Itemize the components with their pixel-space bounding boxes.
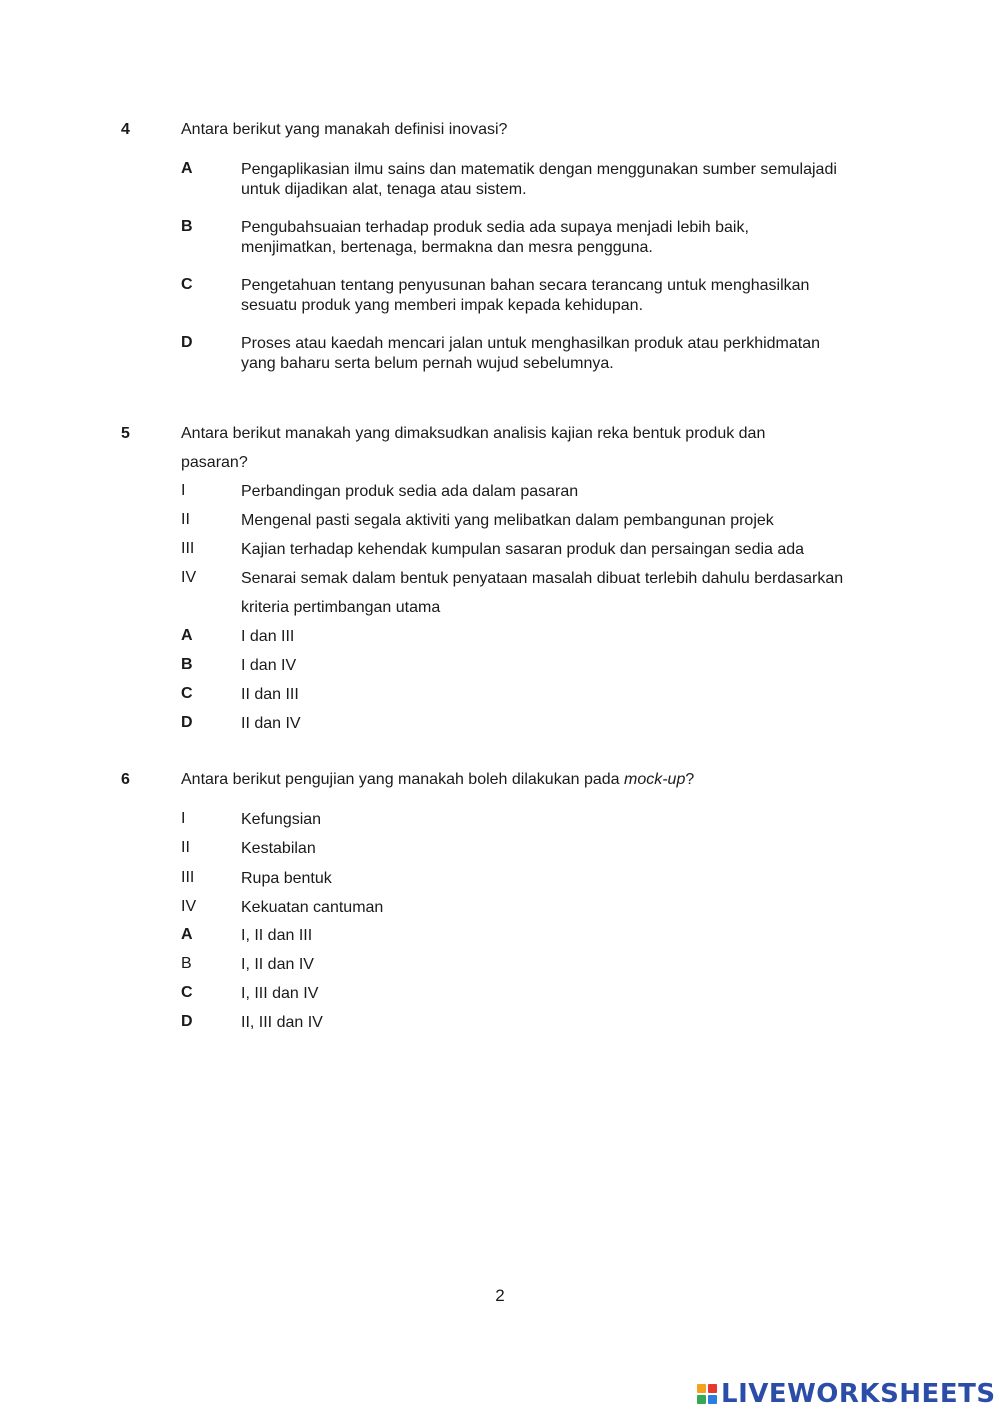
question-6-number: 6 <box>121 771 130 788</box>
page-number: 2 <box>495 1286 505 1305</box>
q4-option-c-line2: sesuatu produk yang memberi impak kepada kehidupan. <box>241 297 644 314</box>
q6-statement-1-label: I <box>181 810 186 827</box>
question-5-line2: pasaran? <box>181 454 248 471</box>
q6-statement-2: Kestabilan <box>241 840 316 857</box>
q4-option-a-label: A <box>181 160 193 177</box>
q5-statement-3: Kajian terhadap kehendak kumpulan sasaran produk dan persaingan sedia ada <box>241 541 805 558</box>
q4-option-c-label: C <box>181 276 193 293</box>
logo-block-3 <box>697 1395 706 1404</box>
q6-option-d-label: D <box>181 1013 193 1030</box>
q5-option-d: II dan IV <box>241 715 301 732</box>
q6-option-c-label: C <box>181 984 193 1001</box>
logo-block-1 <box>697 1384 706 1393</box>
logo-text: LIVEWORKSHEETS <box>721 1379 996 1409</box>
question-4-text: Antara berikut yang manakah definisi inovasi? <box>181 121 508 138</box>
logo-block-2 <box>708 1384 717 1393</box>
q6-option-a: I, II dan III <box>241 927 313 944</box>
q4-option-a <box>241 160 891 200</box>
q5-option-a-label: A <box>181 627 193 644</box>
q5-statement-2: Mengenal pasti segala aktiviti yang melibatkan dalam pembangunan projek <box>241 512 774 529</box>
q6-option-c: I, III dan IV <box>241 985 319 1002</box>
question-5-number: 5 <box>121 425 130 442</box>
q4-option-a-line1: Pengaplikasian ilmu sains dan matematik dengan menggunakan sumber semulajadi <box>241 161 837 178</box>
question-6-italic: mock-up <box>623 771 686 788</box>
q4-option-c-line1: Pengetahuan tentang penyusunan bahan secara terancang untuk menghasilkan <box>241 277 810 294</box>
question-4-number: 4 <box>121 121 130 138</box>
q4-option-b-line2: menjimatkan, bertenaga, bermakna dan mesra pengguna. <box>241 239 653 256</box>
q4-option-b-line1: Pengubahsuaian terhadap produk sedia ada supaya menjadi lebih baik, <box>241 219 749 236</box>
question-5-line1: Antara berikut manakah yang dimaksudkan analisis kajian reka bentuk produk dan <box>181 425 766 442</box>
q4-option-a-line2: untuk dijadikan alat, tenaga atau sistem. <box>241 181 527 198</box>
q6-statement-3-label: III <box>181 869 195 886</box>
q5-option-c: II dan III <box>241 686 299 703</box>
q5-option-d-label: D <box>181 714 193 731</box>
q5-statement-3-label: III <box>181 540 195 557</box>
q6-option-d: II, III dan IV <box>241 1014 323 1031</box>
q4-option-c <box>241 276 891 316</box>
question-5-text <box>181 419 881 477</box>
logo-block-4 <box>708 1395 717 1404</box>
q4-option-d <box>241 334 891 374</box>
question-6-post: ? <box>685 771 695 788</box>
q6-statement-1: Kefungsian <box>241 811 322 828</box>
q5-statement-1-label: I <box>181 482 186 499</box>
q4-option-d-line1: Proses atau kaedah mencari jalan untuk menghasilkan produk atau perkhidmatan <box>241 335 821 352</box>
q6-statement-4: Kekuatan cantuman <box>241 899 384 916</box>
question-6-text <box>181 771 881 789</box>
q6-statement-2-label: II <box>181 839 190 856</box>
q5-statement-4-cont: kriteria pertimbangan utama <box>241 599 441 616</box>
q5-option-c-label: C <box>181 685 193 702</box>
q6-option-b-label: B <box>181 955 192 972</box>
q6-statement-4-label: IV <box>181 898 197 915</box>
question-6-pre: Antara berikut pengujian yang manakah boleh dilakukan pada <box>181 771 624 788</box>
q5-statement-4: Senarai semak dalam bentuk penyataan masalah dibuat terlebih dahulu berdasarkan <box>241 570 844 587</box>
q5-statement-2-label: II <box>181 511 190 528</box>
q4-option-b-label: B <box>181 218 193 235</box>
q5-statement-1: Perbandingan produk sedia ada dalam pasaran <box>241 483 579 500</box>
q4-option-b <box>241 218 891 258</box>
q6-option-b: I, II dan IV <box>241 956 314 973</box>
q5-statement-4-label: IV <box>181 569 197 586</box>
logo-blocks-icon <box>697 1384 717 1404</box>
q5-option-b-label: B <box>181 656 193 673</box>
liveworksheets-logo <box>697 1379 996 1409</box>
q5-option-b: I dan IV <box>241 657 297 674</box>
q4-option-d-label: D <box>181 334 193 351</box>
q6-statement-3: Rupa bentuk <box>241 870 332 887</box>
q5-option-a: I dan III <box>241 628 295 645</box>
q4-option-d-line2: yang baharu serta belum pernah wujud sebelumnya. <box>241 355 614 372</box>
q6-option-a-label: A <box>181 926 193 943</box>
